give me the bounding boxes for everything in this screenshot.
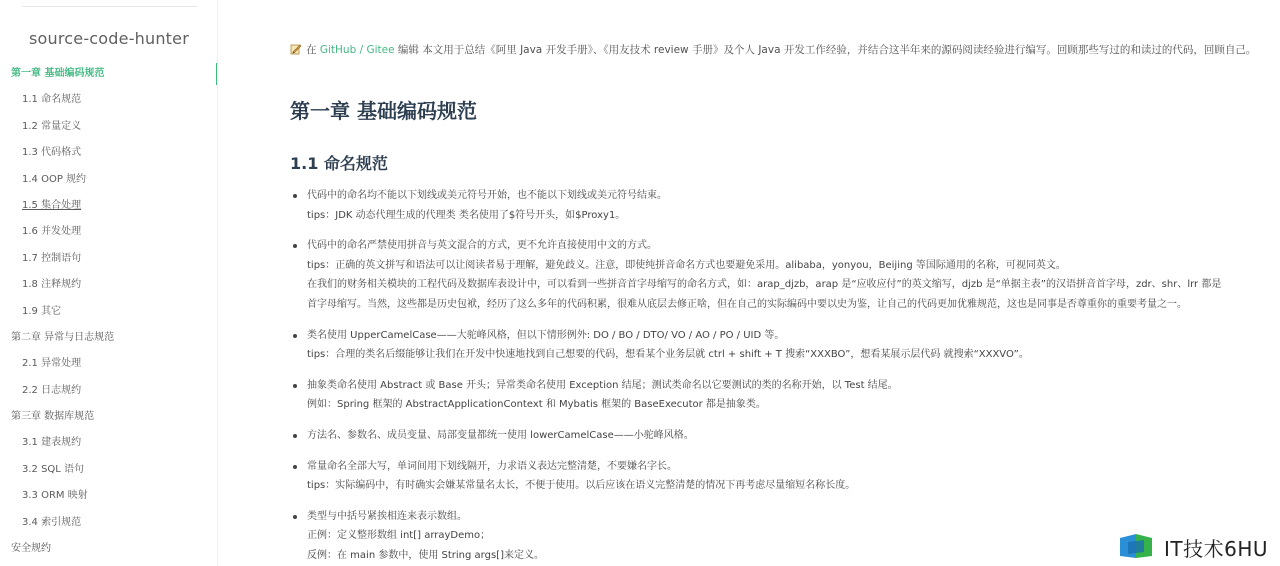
sidebar-item-indexes[interactable] — [0, 510, 218, 536]
sidebar-top-divider — [22, 0, 197, 7]
sidebar-item-label: 1.2 常量定义 — [22, 120, 82, 132]
rule-text: 代码中的命名严禁使用拼音与英文混合的方式，更不允许直接使用中文的方式。 — [307, 240, 657, 252]
sidebar-item-label: 2.1 异常处理 — [22, 358, 82, 370]
sidebar-item-label: 第三章 数据库规范 — [11, 411, 95, 423]
sidebar-item-label: 3.4 索引规范 — [22, 516, 82, 528]
list-item — [290, 426, 1280, 446]
sidebar-item-oop[interactable] — [0, 167, 218, 193]
rule-tip: tips：合理的类名后缀能够让我们在开发中快速地找到自己想要的代码，想看某个业务层就 ctrl + shift + T 搜索“XXXBO”，想看某展示层代码 就搜索“XXXVO”。 — [307, 349, 1029, 361]
rule-tip: 在我们的财务相关模块的工程代码及数据库表设计中，可以看到一些拼音首字母缩写的命名方式，如：arap_djzb，arap 是“应收应付”的英文缩写，djzb 是“单据主表”的汉语拼音首字母，zdr、shr、lrr 都是 — [307, 279, 1222, 291]
sidebar-item-label: 安全规约 — [11, 543, 51, 555]
sidebar-item-label: 1.6 并发处理 — [22, 226, 82, 238]
rule-text: 方法名、参数名、成员变量、局部变量都统一使用 lowerCamelCase——小驼峰风格。 — [307, 429, 694, 441]
rule-text: 代码中的命名均不能以下划线或美元符号开始，也不能以下划线或美元符号结束。 — [307, 190, 667, 201]
intro-prefix: 在 — [306, 44, 317, 56]
sidebar-item-label: 2.2 日志规约 — [22, 384, 82, 396]
intro-text: 编辑 本文用于总结《阿里 Java 开发手册》、《用友技术 review 手册》及个人 Java 开发工作经验，并结合这半年来的源码阅读经验进行编写。回顾那些写过的和读过的代码，回顾自己。 — [397, 44, 1257, 56]
pencil-icon — [290, 43, 302, 55]
rule-tip: 例如：Spring 框架的 AbstractApplicationContext 和 Mybatis 框架的 BaseExecutor 都是抽象类。 — [307, 399, 766, 411]
sidebar-item-label: 1.3 代码格式 — [22, 147, 82, 159]
rule-tip: 正例：定义整形数组 int[] arrayDemo； — [307, 530, 491, 542]
sidebar-item-label: 第二章 异常与日志规范 — [11, 331, 115, 343]
sidebar-item-sql[interactable] — [0, 457, 218, 483]
intro-line — [290, 42, 1256, 57]
rule-tip: tips：正确的英文拼写和语法可以让阅读者易于理解，避免歧义。注意，即使纯拼音命名方式也要避免采用。alibaba，yonyou，Beijing 等国际通用的名称，可视同英文。 — [307, 259, 1066, 271]
watermark-text: IT技术6HU — [1164, 537, 1269, 561]
list-item — [290, 457, 1280, 496]
sidebar-item-label: 1.4 OOP 规约 — [22, 173, 87, 185]
rule-tip: 首字母缩写。当然，这些都是历史包袱，经历了这么多年的代码积累，很难从底层去修正啥，但在自己的实际编码中要以史为鉴，让自己的代码更加优雅规范，这也是同事是否尊重你的重要考量之一。 — [307, 298, 1187, 310]
sidebar-item-control-statements[interactable] — [0, 246, 218, 272]
gitee-link[interactable]: Gitee — [366, 44, 395, 56]
sidebar-item-label: 1.9 其它 — [22, 305, 62, 317]
sidebar-item-exceptions[interactable] — [0, 351, 218, 377]
rule-tip: tips：JDK 动态代理生成的代理类 类名使用了$符号开头，如$Proxy1。 — [307, 209, 626, 221]
sidebar-item-code-format[interactable] — [0, 140, 218, 166]
sidebar — [0, 0, 218, 566]
sidebar-item-label: 1.1 命名规范 — [22, 94, 82, 106]
sidebar-item-logging[interactable] — [0, 378, 218, 404]
chapter-heading: 第一章 基础编码规范 — [290, 99, 477, 123]
sidebar-item-label: 3.2 SQL 语句 — [22, 463, 85, 475]
sidebar-item-label: 1.5 集合处理 — [22, 199, 82, 211]
rule-text: 常量命名全部大写，单词间用下划线隔开，力求语义表达完整清楚，不要嫌名字长。 — [307, 460, 677, 472]
list-item — [290, 326, 1280, 365]
sidebar-item-others[interactable] — [0, 299, 218, 325]
rule-tip: 反例：在 main 参数中，使用 String args[]来定义。 — [307, 549, 544, 561]
link-separator: / — [356, 44, 367, 56]
sidebar-item-comments[interactable] — [0, 272, 218, 298]
sidebar-item-chapter3[interactable] — [0, 404, 218, 430]
sidebar-item-label: 3.1 建表规约 — [22, 437, 82, 449]
sidebar-item-security[interactable] — [0, 536, 218, 562]
main-content — [290, 0, 1280, 566]
list-item — [290, 236, 1280, 314]
rule-list — [290, 186, 1280, 566]
rule-tip: tips：实际编码中，有时确实会嫌某常量名太长，不便于使用。以后应该在语义完整清楚的情况下再考虑尽量缩短名称长度。 — [307, 480, 856, 492]
list-item — [290, 376, 1280, 415]
watermark — [1118, 528, 1280, 564]
site-title[interactable]: source-code-hunter — [29, 29, 189, 48]
sidebar-item-naming[interactable] — [0, 87, 218, 113]
rule-text: 抽象类命名使用 Abstract 或 Base 开头；异常类命名使用 Exception 结尾；测试类命名以它要测试的类的名称开始，以 Test 结尾。 — [307, 379, 898, 391]
sidebar-item-constants[interactable] — [0, 114, 218, 140]
sidebar-item-label: 3.3 ORM 映射 — [22, 490, 88, 502]
list-item — [290, 186, 1280, 225]
sidebar-item-table-design[interactable] — [0, 430, 218, 456]
rule-text: 类名使用 UpperCamelCase——大驼峰风格，但以下情形例外: DO / BO / DTO/ VO / AO / PO / UID 等。 — [307, 329, 785, 341]
sidebar-item-chapter1[interactable] — [0, 61, 218, 87]
sidebar-item-collections[interactable] — [0, 193, 218, 219]
sidebar-item-label: 1.8 注释规约 — [22, 279, 82, 291]
sidebar-item-orm[interactable] — [0, 483, 218, 509]
watermark-logo-icon — [1118, 532, 1158, 562]
sidebar-item-label: 1.7 控制语句 — [22, 252, 82, 264]
section-heading: 1.1 命名规范 — [290, 154, 388, 173]
github-link[interactable]: GitHub — [319, 44, 357, 56]
sidebar-item-label: 第一章 基础编码规范 — [11, 68, 105, 79]
rule-text: 类型与中括号紧挨相连来表示数组。 — [307, 510, 467, 522]
sidebar-item-concurrency[interactable] — [0, 219, 218, 245]
sidebar-nav — [0, 61, 218, 562]
sidebar-item-chapter2[interactable] — [0, 325, 218, 351]
